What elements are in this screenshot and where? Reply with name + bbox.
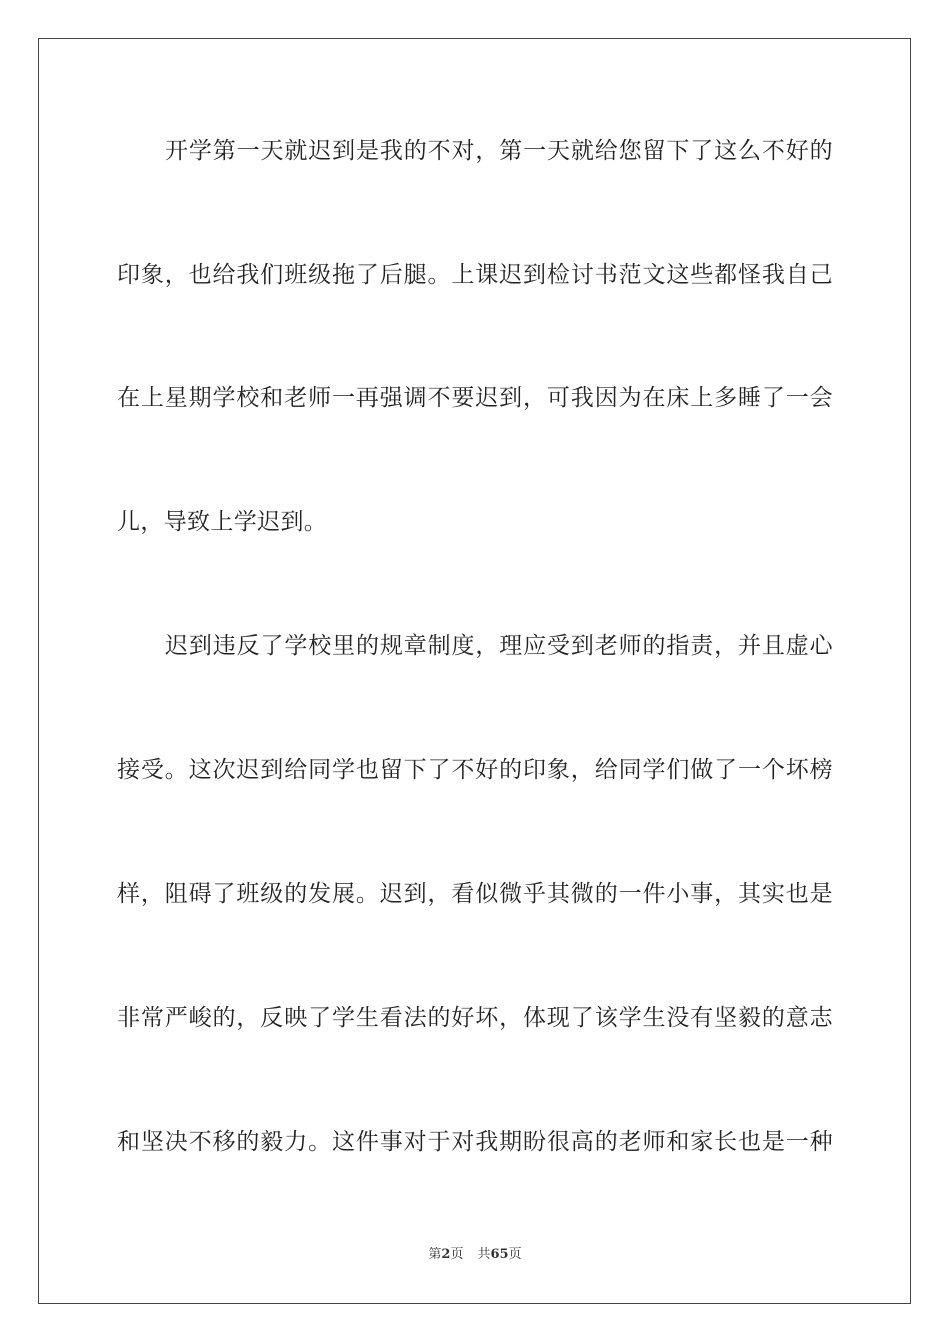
- paragraph-2-line-4: 非常严峻的，反映了学生看法的好坏，体现了该学生没有坚毅的意志: [117, 1005, 833, 1031]
- paragraph-2-line-5: 和坚决不移的毅力。这件事对于对我期盼很高的老师和家长也是一种: [117, 1129, 833, 1155]
- paragraph-1-line-1: 开学第一天就迟到是我的不对，第一天就给您留下了这么不好的: [165, 138, 833, 164]
- total-prefix: 共: [477, 1247, 491, 1262]
- page-prefix: 第: [428, 1247, 442, 1262]
- page-frame: [38, 38, 911, 1304]
- total-suffix: 页: [508, 1247, 522, 1262]
- page-suffix: 页: [450, 1247, 464, 1262]
- total-pages: 65: [490, 1247, 509, 1262]
- page-number: 2: [441, 1247, 451, 1262]
- page-footer: [0, 1247, 950, 1263]
- paragraph-1-line-3: 在上星期学校和老师一再强调不要迟到，可我因为在床上多睡了一会: [117, 385, 833, 411]
- paragraph-2-line-1: 迟到违反了学校里的规章制度，理应受到老师的指责，并且虚心: [165, 633, 833, 659]
- paragraph-2-line-2: 接受。这次迟到给同学也留下了不好的印象，给同学们做了一个坏榜: [117, 757, 833, 783]
- paragraph-1-line-2: 印象，也给我们班级拖了后腿。上课迟到检讨书范文这些都怪我自己: [117, 262, 833, 288]
- paragraph-2-line-3: 样，阻碍了班级的发展。迟到，看似微乎其微的一件小事，其实也是: [117, 881, 833, 907]
- paragraph-1-line-4: 儿，导致上学迟到。: [117, 509, 328, 535]
